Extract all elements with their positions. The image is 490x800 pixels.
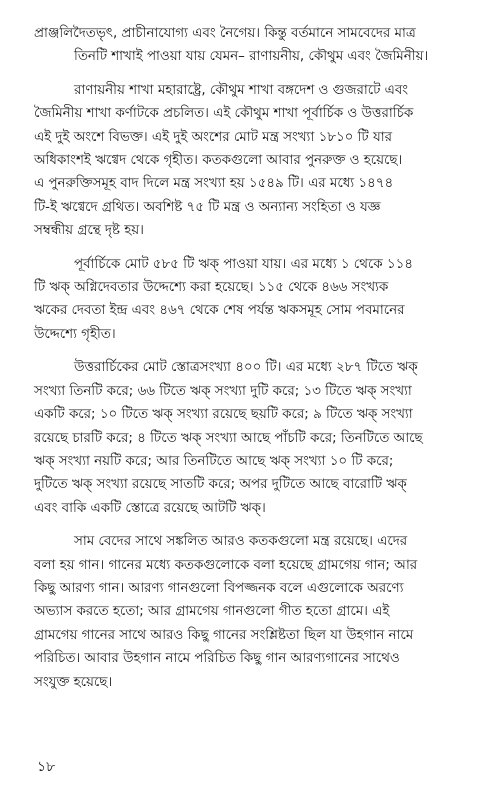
text-line: এবং বাকি একটি স্তোত্রে রয়েছে আটটি ঋক্। [34,500,266,516]
paragraph-5 [34,530,464,694]
page-body [34,22,464,704]
text-line: টি-ই ঋগ্বেদে গ্রথিত। অবশিষ্ট ৭৫ টি মন্ত্র ও অন্যান্য সংহিতা ও যজ্ঞ [34,199,381,215]
text-line: এ পুনরুক্তিসমূহ বাদ দিলে মন্ত্র সংখ্যা হয় ১৫৪৯ টি। এর মধ্যে ১৪৭৪ [34,176,394,192]
page-number: ১৮ [37,759,56,775]
text-line: টি ঋক্ অগ্নিদেবতার উদ্দেশ্যে করা হয়েছে। ১১৫ থেকে ৪৬৬ সংখ্যক [34,280,389,296]
text-line: পরিচিত। আবার উহগান নামে পরিচিত কিছু গান আরণ্যগানের সাথেও [34,651,400,667]
text-line: গ্রামগেয় গানের সাথে আরও কিছু গানের সংশ্লিষ্টতা ছিল যা উহগান নামে [34,627,414,643]
paragraph-4 [34,356,464,520]
text-line: দুটিতে ঋক্ সংখ্যা রয়েছে সাতটি করে; অপর দুটিতে আছে বারোটি ঋক্ [34,477,407,493]
text-line: উত্তরার্চিকের মোট স্তোত্রসংখ্যা ৪০০ টি। এর মধ্যে ২৮৭ টিতে ঋক্ [74,360,418,376]
text-line: বলা হয় গান। গানের মধ্যে কতকগুলোকে বলা হয়েছে গ্রামগেয় গান; আর [34,557,418,573]
text-line: রাণায়নীয় শাখা মহারাষ্ট্রে, কৌথুম শাখা বঙ্গদেশ ও গুজরাটে এবং [74,82,409,98]
text-line: ঋকের দেবতা ইন্দ্র এবং ৪৬৭ থেকে শেষ পর্যন্ত ঋকসমূহ সোম পবমানের [34,303,405,319]
text-line: সংখ্যা তিনটি করে; ৬৬ টিতে ঋক্ সংখ্যা দুটি করে; ১৩ টিতে ঋক্ সংখ্যা [34,383,412,399]
text-line: রয়েছে চারটি করে; ৪ টিতে ঋক্ সংখ্যা আছে পাঁচটি করে; তিনটিতে আছে [34,430,423,446]
text-line: সাম বেদের সাথে সঙ্কলিত আরও কতকগুলো মন্ত্র রয়েছে। এদের [74,534,408,550]
text-line: ঋক্ সংখ্যা নয়টি করে; আর তিনটিতে আছে ঋক্ সংখ্যা ১০ টি করে; [34,453,394,469]
text-line: কিছু আরণ্য গান। আরণ্য গানগুলো বিপজ্জনক বলে এগুলোকে অরণ্যে [34,580,404,596]
text-line: এই দুই অংশে বিভক্ত। এই দুই অংশের মোট মন্ত্র সংখ্যা ১৮১০ টি যার [34,129,392,145]
paragraph-1 [34,22,464,69]
paragraph-3 [34,253,464,347]
text-line: অধিকাংশই ঋগ্বেদ থেকে গৃহীত। কতকগুলো আবার পুনরুক্ত ও হয়েছে। [34,153,403,169]
text-line: জৈমিনীয় শাখা কর্ণাটকে প্রচলিত। এই কৌথুম শাখা পূর্বার্চিক ও উত্তরার্চিক [34,106,414,122]
text-line: সংযুক্ত হয়েছে। [34,674,113,690]
text-line: সম্বন্ধীয় গ্রন্থে দৃষ্ট হয়। [34,223,144,239]
text-line: তিনটি শাখাই পাওয়া যায় যেমন– রাণায়নীয়, কৌথুম এবং জৈমিনীয়। [74,49,429,65]
text-line: প্রাঞ্জলিদৈতভৃৎ, প্রাচীনাযোগ্য এবং নৈগেয়। কিন্তু বর্তমানে সামবেদের মাত্র [34,26,416,41]
paragraph-2 [34,79,464,243]
text-line: একটি করে; ১০ টিতে ঋক্ সংখ্যা রয়েছে ছয়টি করে; ৯ টিতে ঋক্ সংখ্যা [34,407,413,423]
text-line: পূর্বার্চিকে মোট ৫৮৫ টি ঋক্ পাওয়া যায়। এর মধ্যে ১ থেকে ১১৪ [74,256,413,272]
text-line: অভ্যাস করতে হতো; আর গ্রামগেয় গানগুলো গীত হতো গ্রামে। এই [34,604,390,620]
text-line: উদ্দেশ্যে গৃহীত। [34,326,116,342]
